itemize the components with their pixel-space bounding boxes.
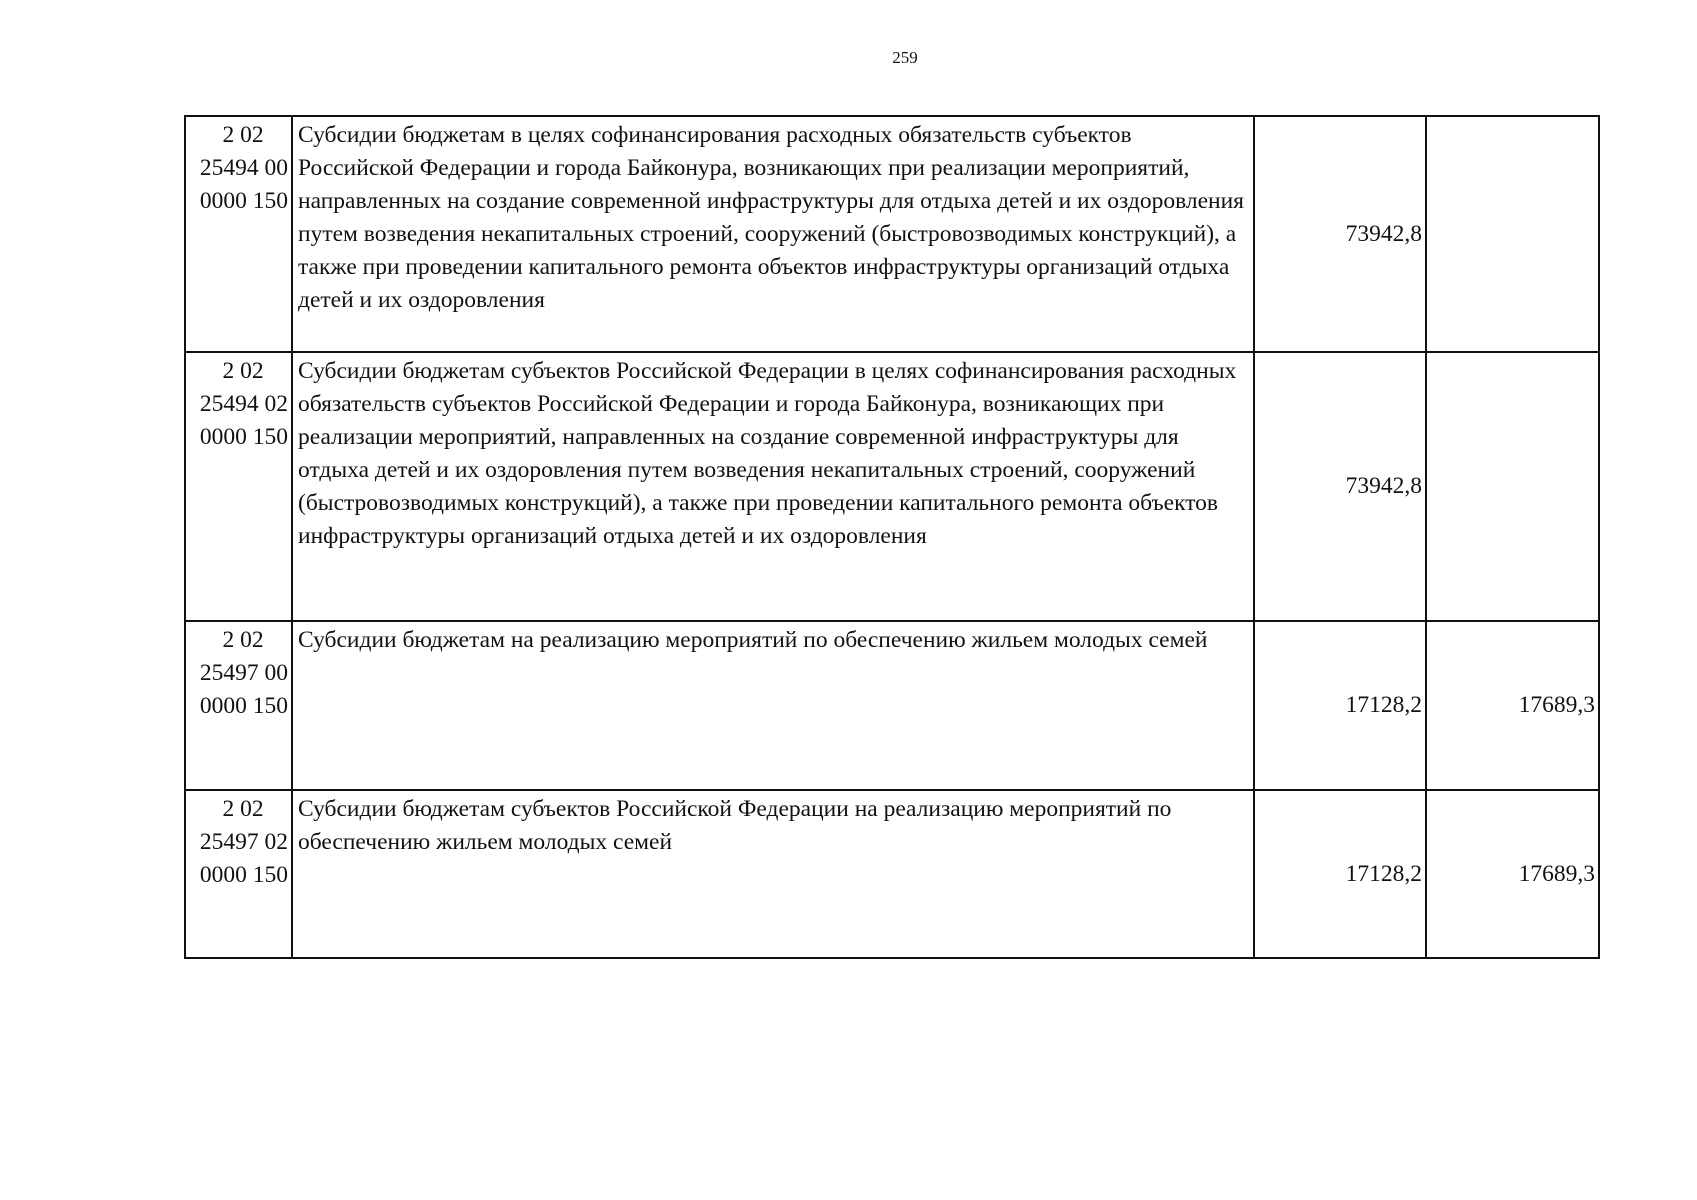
code-line: 0000 150: [199, 693, 288, 719]
amount-cell-1: 73942,8: [1254, 352, 1426, 621]
description-cell: Субсидии бюджетам в целях софинансирования расходных обязательств субъектов Российской Федерации и города Байконура, возникающих при реализации мероприятий, направленных на создание современной инфраструктуры для отдыха детей и их оздоровления путем возведения некапитальных строений, сооружений (быстровозводимых конструкций), а также при проведении капитального ремонта объектов инфраструктуры организаций отдыха детей и их оздоровления: [292, 116, 1254, 352]
description-cell: Субсидии бюджетам субъектов Российской Федерации на реализацию мероприятий по обеспечению жильем молодых семей: [292, 790, 1254, 958]
code-line: 25494 02: [199, 391, 288, 417]
budget-code-cell: [185, 352, 292, 621]
amount-cell-1: 73942,8: [1254, 116, 1426, 352]
amount-cell-2: [1426, 352, 1599, 621]
code-line: 0000 150: [199, 424, 288, 450]
code-line: 25497 02: [199, 829, 288, 855]
code-line: 25494 00: [199, 155, 288, 181]
description-cell: Субсидии бюджетам субъектов Российской Федерации в целях софинансирования расходных обязательств субъектов Российской Федерации и города Байконура, возникающих при реализации мероприятий, направленных на создание современной инфраструктуры для отдыха детей и их оздоровления путем возведения некапитальных строений, сооружений (быстровозводимых конструкций), а также при проведении капитального ремонта объектов инфраструктуры организаций отдыха детей и их оздоровления: [292, 352, 1254, 621]
amount-cell-2: 17689,3: [1426, 790, 1599, 958]
code-line: 2 02: [222, 627, 264, 653]
code-line: 25497 00: [199, 660, 288, 686]
amount-cell-2: [1426, 116, 1599, 352]
code-line: 0000 150: [199, 188, 288, 214]
code-line: 2 02: [222, 358, 264, 384]
amount-cell-2: 17689,3: [1426, 621, 1599, 790]
amount-cell-1: 17128,2: [1254, 621, 1426, 790]
budget-code-cell: [185, 116, 292, 352]
page-number: 259: [892, 48, 918, 67]
table-row: [185, 621, 1599, 790]
amount-cell-1: 17128,2: [1254, 790, 1426, 958]
table-row: [185, 116, 1599, 352]
budget-code-cell: [185, 621, 292, 790]
code-line: 2 02: [222, 122, 264, 148]
budget-table: [184, 115, 1600, 959]
description-cell: Субсидии бюджетам на реализацию мероприятий по обеспечению жильем молодых семей: [292, 621, 1254, 790]
code-line: 2 02: [222, 796, 264, 822]
table-row: [185, 352, 1599, 621]
code-line: 0000 150: [199, 862, 288, 888]
table-row: [185, 790, 1599, 958]
budget-code-cell: [185, 790, 292, 958]
